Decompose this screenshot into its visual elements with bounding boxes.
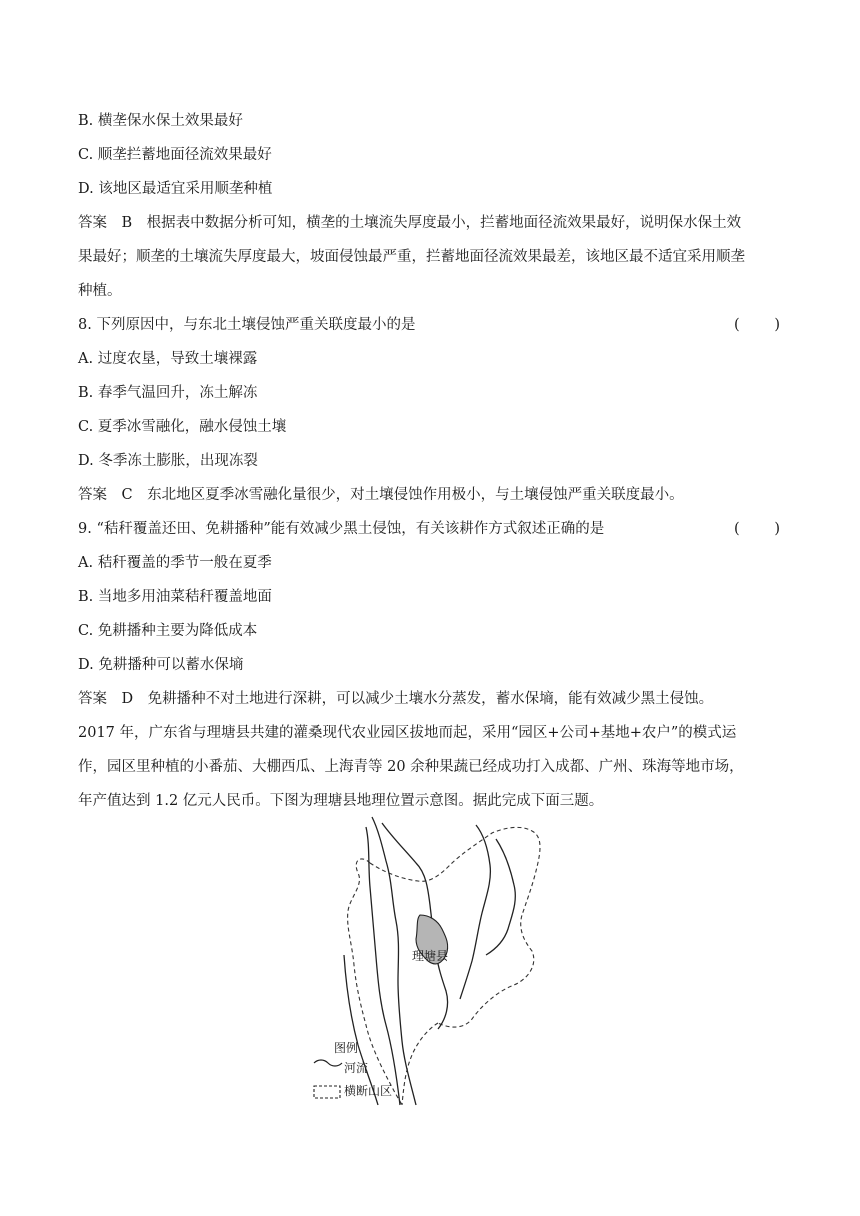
- passage-line-1: 2017 年，广东省与理塘县共建的灌桑现代农业园区拔地而起，采用“园区+公司+基地+农户”的模式运: [78, 725, 737, 741]
- legend-title: 图例: [334, 1041, 359, 1055]
- legend-river-label: 河流: [344, 1061, 369, 1075]
- q8-answer: 答案 C 东北地区夏季冰雪融化量很少，对土壤侵蚀作用极小，与土壤侵蚀严重关联度最小。: [78, 487, 684, 503]
- legend-mountain-label: 横断山区: [344, 1084, 393, 1098]
- q7-answer-line-2: 果最好；顺垄的土壤流失厚度最大，坡面侵蚀最严重，拦蓄地面径流效果最差，该地区最不适宜采用顺垄: [78, 249, 745, 265]
- q8-answer-blank: ( ): [734, 317, 780, 333]
- passage-line-2: 作，园区里种植的小番茄、大棚西瓜、上海青等 20 余种果蔬已经成功打入成都、广州、珠海等地市场，: [78, 759, 744, 775]
- q9-answer-blank: ( ): [734, 521, 780, 537]
- q9-stem-row: [78, 519, 780, 539]
- passage-line-3: 年产值达到 1.2 亿元人民币。下图为理塘县地理位置示意图。据此完成下面三题。: [78, 793, 604, 809]
- q9-option-b: B. 当地多用油菜秸秆覆盖地面: [78, 589, 272, 605]
- q9-answer: 答案 D 免耕播种不对土地进行深耕，可以减少土壤水分蒸发，蓄水保墒，能有效减少黑土侵蚀。: [78, 691, 714, 707]
- q8-option-b: B. 春季气温回升，冻土解冻: [78, 385, 258, 401]
- q8-option-a: A. 过度农垦，导致土壤裸露: [78, 351, 258, 367]
- q8-stem-row: [78, 315, 780, 335]
- q7-answer-line-3: 种植。: [78, 283, 122, 299]
- q9-option-a: A. 秸秆覆盖的季节一般在夏季: [78, 555, 272, 571]
- q9-option-c: C. 免耕播种主要为降低成本: [78, 623, 258, 639]
- litang-county-label: 理塘县: [412, 949, 449, 963]
- litang-location-map: [300, 815, 560, 1107]
- q7-option-b: B. 横垄保水保土效果最好: [78, 113, 243, 129]
- q7-answer-line-1: 答案 B 根据表中数据分析可知，横垄的土壤流失厚度最小，拦蓄地面径流效果最好，说明保水保土效: [78, 215, 742, 231]
- q9-stem: 9. “秸秆覆盖还田、免耕播种”能有效减少黑土侵蚀，有关该耕作方式叙述正确的是: [78, 521, 605, 537]
- q9-option-d: D. 免耕播种可以蓄水保墒: [78, 657, 244, 673]
- legend-mountain-symbol: [314, 1086, 340, 1098]
- q8-option-c: C. 夏季冰雪融化，融水侵蚀土壤: [78, 419, 287, 435]
- q8-option-d: D. 冬季冻土膨胀，出现冻裂: [78, 453, 258, 469]
- q7-option-d: D. 该地区最适宜采用顺垄种植: [78, 181, 273, 197]
- q8-stem: 8. 下列原因中，与东北土壤侵蚀严重关联度最小的是: [78, 317, 416, 333]
- q7-option-c: C. 顺垄拦蓄地面径流效果最好: [78, 147, 272, 163]
- legend-river-symbol: [314, 1060, 342, 1066]
